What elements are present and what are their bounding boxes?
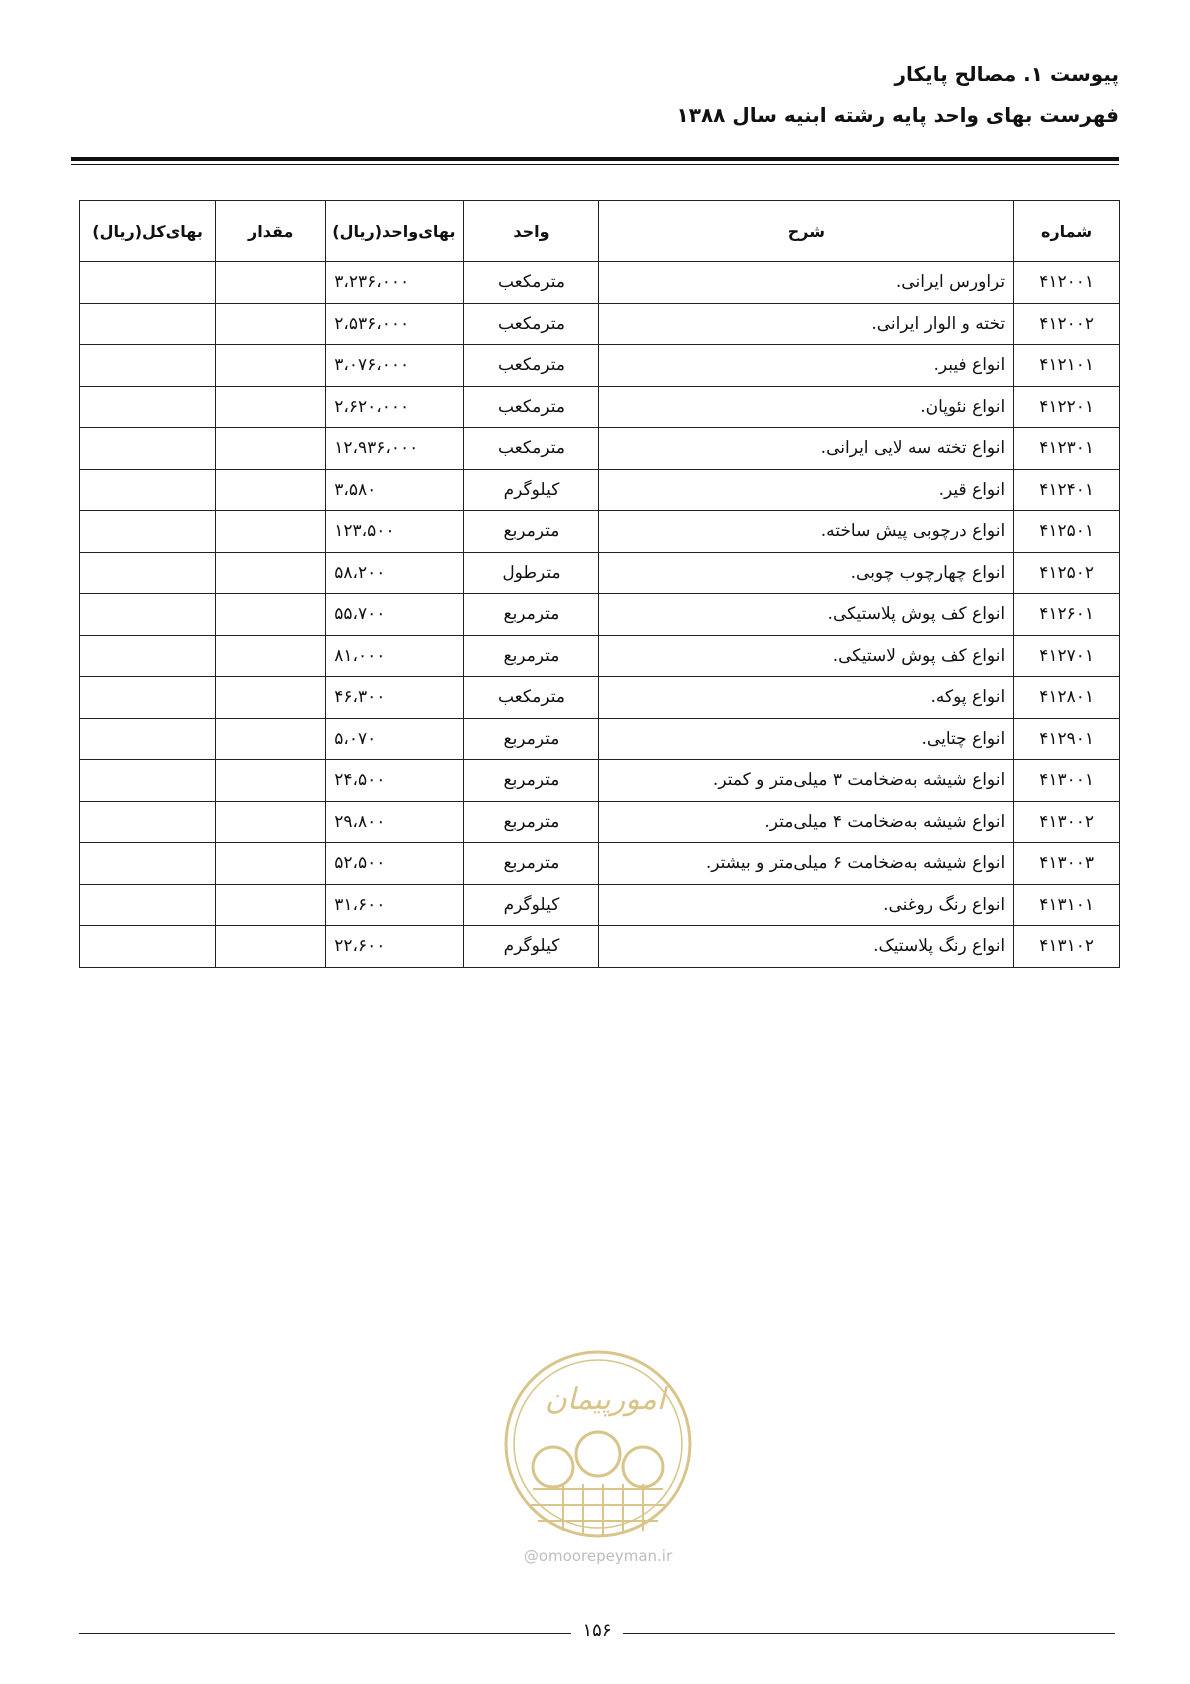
cell-unit: مترمربع bbox=[464, 801, 599, 843]
cell-unit: مترمکعب bbox=[464, 345, 599, 387]
cell-description: انواع کف پوش لاستیکی. bbox=[599, 635, 1014, 677]
table-row bbox=[80, 884, 1120, 926]
cell-quantity bbox=[216, 801, 326, 843]
cell-unit-price: ۱۲۳،۵۰۰ bbox=[326, 511, 464, 553]
cell-description: انواع شیشه به‌ضخامت ۶ میلی‌متر و بیشتر. bbox=[599, 843, 1014, 885]
table-row bbox=[80, 552, 1120, 594]
column-header-description: شرح bbox=[599, 201, 1014, 262]
cell-quantity bbox=[216, 635, 326, 677]
column-header-code: شماره bbox=[1014, 201, 1120, 262]
cell-unit: مترمربع bbox=[464, 760, 599, 802]
table-body bbox=[80, 262, 1120, 968]
table-row bbox=[80, 760, 1120, 802]
table-row bbox=[80, 635, 1120, 677]
cell-unit: کیلوگرم bbox=[464, 926, 599, 968]
header-rule-thin bbox=[71, 164, 1119, 165]
cell-quantity bbox=[216, 718, 326, 760]
cell-total-price bbox=[80, 552, 216, 594]
cell-code: ۴۱۲۵۰۱ bbox=[1014, 511, 1120, 553]
cell-quantity bbox=[216, 345, 326, 387]
cell-code: ۴۱۳۰۰۳ bbox=[1014, 843, 1120, 885]
cell-unit: مترمربع bbox=[464, 594, 599, 636]
cell-unit-price: ۵،۰۷۰ bbox=[326, 718, 464, 760]
cell-description: انواع تخته سه لایی ایرانی. bbox=[599, 428, 1014, 470]
cell-description: انواع کف پوش پلاستیکی. bbox=[599, 594, 1014, 636]
table-row bbox=[80, 345, 1120, 387]
cell-code: ۴۱۲۲۰۱ bbox=[1014, 386, 1120, 428]
cell-unit-price: ۳۱،۶۰۰ bbox=[326, 884, 464, 926]
cell-quantity bbox=[216, 262, 326, 304]
cell-unit-price: ۴۶،۳۰۰ bbox=[326, 677, 464, 719]
svg-text:امورپیمان: امورپیمان bbox=[544, 1382, 666, 1417]
cell-code: ۴۱۳۰۰۱ bbox=[1014, 760, 1120, 802]
cell-unit: مترمکعب bbox=[464, 428, 599, 470]
cell-total-price bbox=[80, 843, 216, 885]
cell-unit: مترمکعب bbox=[464, 303, 599, 345]
cell-unit-price: ۳،۵۸۰ bbox=[326, 469, 464, 511]
appendix-title: پیوست ۱. مصالح پایکار bbox=[894, 62, 1119, 86]
cell-unit-price: ۳،۰۷۶،۰۰۰ bbox=[326, 345, 464, 387]
cell-unit: مترمربع bbox=[464, 635, 599, 677]
cell-description: انواع شیشه به‌ضخامت ۳ میلی‌متر و کمتر. bbox=[599, 760, 1014, 802]
cell-code: ۴۱۲۸۰۱ bbox=[1014, 677, 1120, 719]
cell-quantity bbox=[216, 511, 326, 553]
cell-unit: مترمربع bbox=[464, 843, 599, 885]
cell-quantity bbox=[216, 428, 326, 470]
cell-description: انواع رنگ روغنی. bbox=[599, 884, 1014, 926]
cell-unit-price: ۵۸،۲۰۰ bbox=[326, 552, 464, 594]
cell-total-price bbox=[80, 428, 216, 470]
cell-unit: مترمکعب bbox=[464, 386, 599, 428]
cell-code: ۴۱۲۰۰۱ bbox=[1014, 262, 1120, 304]
omoorepeyman-watermark-logo bbox=[493, 1339, 713, 1569]
cell-code: ۴۱۳۱۰۱ bbox=[1014, 884, 1120, 926]
table-row bbox=[80, 926, 1120, 968]
cell-code: ۴۱۳۰۰۲ bbox=[1014, 801, 1120, 843]
footer-rule-right bbox=[623, 1633, 1115, 1634]
cell-unit-price: ۲،۶۲۰،۰۰۰ bbox=[326, 386, 464, 428]
price-table bbox=[79, 200, 1120, 968]
svg-text:@omoorepeyman.ir: @omoorepeyman.ir bbox=[523, 1547, 673, 1565]
cell-quantity bbox=[216, 386, 326, 428]
cell-total-price bbox=[80, 469, 216, 511]
footer-rule-left bbox=[79, 1633, 571, 1634]
cell-description: تراورس ایرانی. bbox=[599, 262, 1014, 304]
cell-unit-price: ۲۲،۶۰۰ bbox=[326, 926, 464, 968]
table-row bbox=[80, 469, 1120, 511]
cell-code: ۴۱۲۰۰۲ bbox=[1014, 303, 1120, 345]
cell-total-price bbox=[80, 303, 216, 345]
cell-total-price bbox=[80, 262, 216, 304]
cell-unit-price: ۵۲،۵۰۰ bbox=[326, 843, 464, 885]
cell-total-price bbox=[80, 884, 216, 926]
cell-total-price bbox=[80, 594, 216, 636]
cell-unit: کیلوگرم bbox=[464, 884, 599, 926]
cell-description: انواع نئوپان. bbox=[599, 386, 1014, 428]
cell-unit-price: ۸۱،۰۰۰ bbox=[326, 635, 464, 677]
cell-total-price bbox=[80, 718, 216, 760]
price-list-subtitle: فهرست بهای واحد پایه رشته ابنیه سال ۱۳۸۸ bbox=[676, 103, 1119, 127]
cell-total-price bbox=[80, 760, 216, 802]
header-rule-thick bbox=[71, 157, 1119, 161]
cell-unit-price: ۱۲،۹۳۶،۰۰۰ bbox=[326, 428, 464, 470]
cell-quantity bbox=[216, 677, 326, 719]
column-header-total-price: بهای‌کل(ریال) bbox=[80, 201, 216, 262]
cell-description: انواع چهارچوب چوبی. bbox=[599, 552, 1014, 594]
table-row bbox=[80, 511, 1120, 553]
cell-description: انواع پوکه. bbox=[599, 677, 1014, 719]
cell-quantity bbox=[216, 552, 326, 594]
cell-code: ۴۱۲۳۰۱ bbox=[1014, 428, 1120, 470]
table-row bbox=[80, 677, 1120, 719]
cell-total-price bbox=[80, 345, 216, 387]
cell-quantity bbox=[216, 594, 326, 636]
cell-unit: مترطول bbox=[464, 552, 599, 594]
table-row bbox=[80, 303, 1120, 345]
table-row bbox=[80, 718, 1120, 760]
cell-code: ۴۱۲۷۰۱ bbox=[1014, 635, 1120, 677]
page-number: ۱۵۶ bbox=[582, 1620, 612, 1641]
cell-quantity bbox=[216, 760, 326, 802]
cell-description: انواع درچوبی پیش ساخته. bbox=[599, 511, 1014, 553]
cell-total-price bbox=[80, 511, 216, 553]
table-row bbox=[80, 801, 1120, 843]
cell-total-price bbox=[80, 386, 216, 428]
cell-quantity bbox=[216, 843, 326, 885]
cell-description: تخته و الوار ایرانی. bbox=[599, 303, 1014, 345]
cell-quantity bbox=[216, 926, 326, 968]
cell-code: ۴۱۲۵۰۲ bbox=[1014, 552, 1120, 594]
cell-description: انواع چتایی. bbox=[599, 718, 1014, 760]
cell-unit-price: ۲۹،۸۰۰ bbox=[326, 801, 464, 843]
cell-unit: مترمربع bbox=[464, 511, 599, 553]
cell-code: ۴۱۲۱۰۱ bbox=[1014, 345, 1120, 387]
cell-total-price bbox=[80, 926, 216, 968]
cell-description: انواع قیر. bbox=[599, 469, 1014, 511]
column-header-unit-price: بهای‌واحد(ریال) bbox=[326, 201, 464, 262]
table-header-row bbox=[80, 201, 1120, 262]
table-row bbox=[80, 262, 1120, 304]
table-row bbox=[80, 594, 1120, 636]
cell-total-price bbox=[80, 677, 216, 719]
table-row bbox=[80, 386, 1120, 428]
cell-unit: مترمکعب bbox=[464, 677, 599, 719]
cell-quantity bbox=[216, 469, 326, 511]
column-header-unit: واحد bbox=[464, 201, 599, 262]
cell-description: انواع رنگ پلاستیک. bbox=[599, 926, 1014, 968]
cell-unit-price: ۳،۲۳۶،۰۰۰ bbox=[326, 262, 464, 304]
cell-code: ۴۱۲۶۰۱ bbox=[1014, 594, 1120, 636]
cell-unit-price: ۵۵،۷۰۰ bbox=[326, 594, 464, 636]
cell-quantity bbox=[216, 303, 326, 345]
cell-unit: مترمربع bbox=[464, 718, 599, 760]
cell-code: ۴۱۲۹۰۱ bbox=[1014, 718, 1120, 760]
cell-description: انواع فیبر. bbox=[599, 345, 1014, 387]
cell-unit-price: ۲۴،۵۰۰ bbox=[326, 760, 464, 802]
cell-code: ۴۱۳۱۰۲ bbox=[1014, 926, 1120, 968]
column-header-quantity: مقدار bbox=[216, 201, 326, 262]
cell-total-price bbox=[80, 635, 216, 677]
table-row bbox=[80, 428, 1120, 470]
cell-quantity bbox=[216, 884, 326, 926]
cell-unit: کیلوگرم bbox=[464, 469, 599, 511]
cell-unit-price: ۲،۵۳۶،۰۰۰ bbox=[326, 303, 464, 345]
cell-code: ۴۱۲۴۰۱ bbox=[1014, 469, 1120, 511]
cell-description: انواع شیشه به‌ضخامت ۴ میلی‌متر. bbox=[599, 801, 1014, 843]
cell-total-price bbox=[80, 801, 216, 843]
cell-unit: مترمکعب bbox=[464, 262, 599, 304]
table-row bbox=[80, 843, 1120, 885]
